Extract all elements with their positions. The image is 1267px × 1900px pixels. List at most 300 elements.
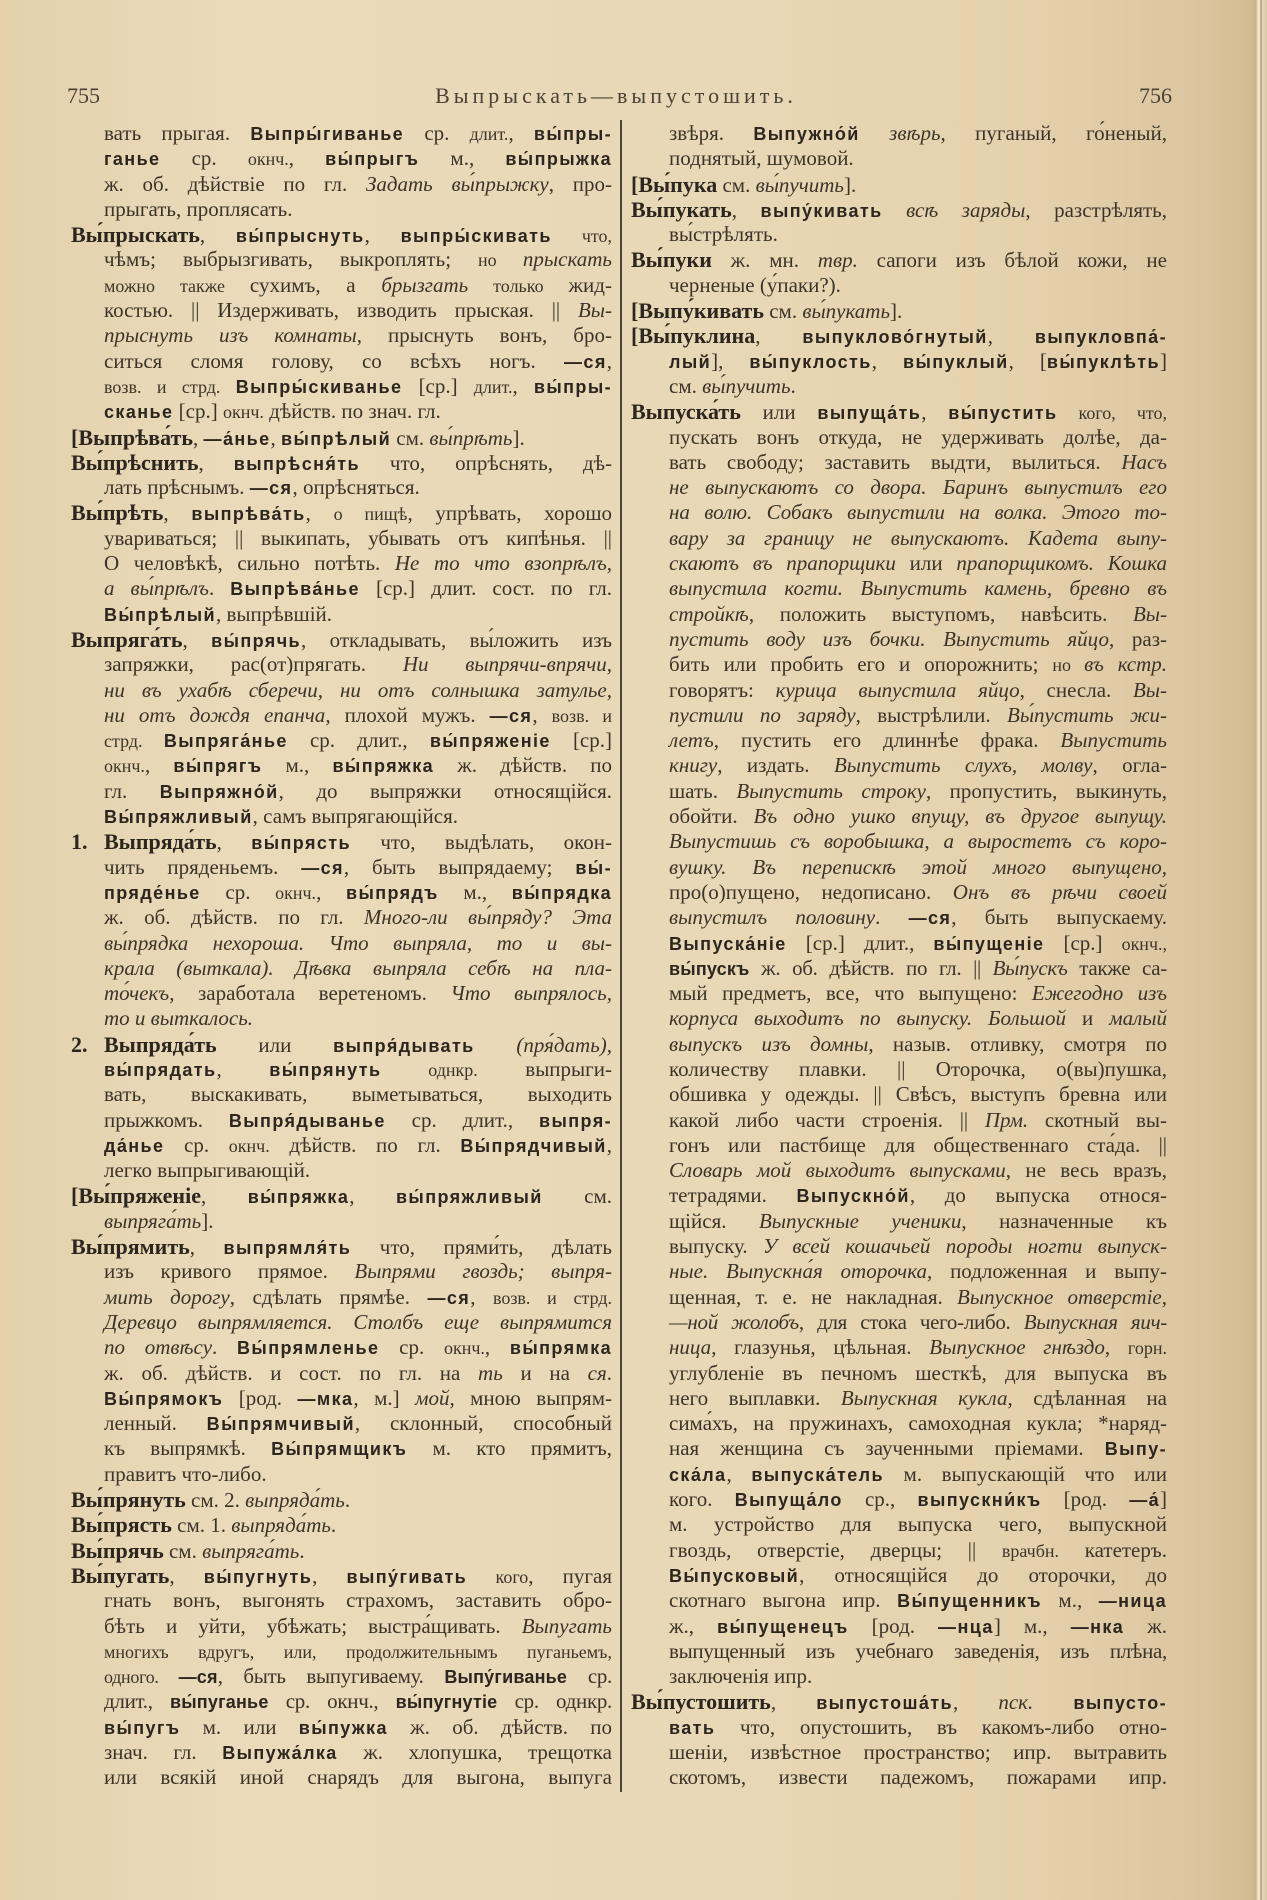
text-segment: , сдѣланная на — [1007, 1385, 1168, 1410]
text-line — [631, 855, 1167, 880]
text-segment: ж. мн. — [711, 248, 818, 273]
text-segment: вы́пуклѣть — [1046, 351, 1160, 372]
text-segment: чѣмъ; выбрызгивать, выкроплять; — [104, 247, 479, 272]
text-segment: , самъ выпрягающійся. — [252, 804, 458, 829]
text-segment: ж. об. дѣйств. по гл. || — [749, 955, 993, 980]
text-segment: вы́прясть — [251, 833, 351, 854]
text-line — [71, 1614, 612, 1639]
text-line — [631, 526, 1167, 551]
text-segment: Въ одно ушко впущу, въ другое выпущу. — [753, 804, 1167, 829]
text-line — [631, 1234, 1167, 1259]
text-segment: пск. — [998, 1690, 1034, 1715]
text-segment: вы́прядка нехороша. Что выпряла, то и вы- — [104, 930, 612, 955]
text-line — [71, 703, 612, 728]
text-line — [71, 1057, 612, 1082]
running-header — [0, 82, 1267, 110]
text-segment: вы́прѣлый — [281, 428, 392, 449]
text-segment: выпустилъ половину — [669, 905, 876, 930]
text-segment: см. — [542, 1184, 613, 1209]
text-segment: ж. об. дѣйств. и сост. по гл. на — [104, 1360, 479, 1385]
text-segment: сима́хъ, на пружинахъ, самоходная кукла; *наряд- — [669, 1411, 1167, 1436]
text-segment: катетеръ. — [1059, 1537, 1167, 1562]
text-segment: вать, выскакивать, выметываться, выходить — [104, 1082, 612, 1107]
text-line — [71, 956, 612, 981]
text-segment: ср. — [160, 146, 248, 171]
text-segment: Выпускное гнѣздо — [929, 1335, 1105, 1360]
text-segment: ленный. — [104, 1411, 207, 1436]
text-segment: пустить воду изъ бочки. Выпустить яйцо — [669, 626, 1109, 651]
text-segment: , — [305, 501, 334, 526]
text-segment: выпущенный изъ учебнаго заведенія, изъ плѣна, — [669, 1638, 1167, 1663]
text-segment: , подложенная и выпу- — [927, 1259, 1167, 1284]
text-line — [631, 425, 1167, 450]
text-segment: , огла- — [1092, 753, 1168, 778]
text-segment: , положить выступомъ, навѣсить. — [748, 601, 1133, 626]
text-line — [631, 247, 1167, 272]
text-segment: бить или пробить его и опорожнить; — [669, 652, 1053, 677]
text-segment: всѣ заряды — [906, 197, 1026, 222]
text-segment: стрд. — [104, 731, 164, 752]
text-segment: , пугая — [528, 1563, 612, 1588]
text-segment: костью. || Издерживать, изводить прыская. || — [104, 298, 578, 323]
text-segment: корпуса выходитъ по выпуску. Большой — [669, 1006, 1067, 1031]
text-line — [71, 931, 612, 956]
text-segment: (пря́дать), — [516, 1032, 612, 1057]
text-segment: окнч. — [222, 402, 264, 423]
text-line — [71, 374, 612, 399]
text-line — [71, 500, 612, 525]
text-segment: что, выдѣлать, окон- — [350, 830, 613, 855]
text-segment: кого — [467, 1566, 529, 1587]
text-segment: выпря́дывать — [333, 1035, 475, 1056]
text-segment: выпуклово́гнутый — [802, 327, 988, 348]
text-line — [71, 678, 612, 703]
text-segment: выпуща́ть — [817, 403, 922, 424]
text-segment: , — [189, 1235, 224, 1260]
text-segment: вы́прыгъ — [325, 149, 420, 170]
text-segment: , — [987, 324, 1035, 349]
text-segment: [Выпу́кивать — [631, 298, 764, 324]
text-segment: . — [299, 1538, 305, 1563]
text-line — [71, 1361, 612, 1386]
text-segment: лый — [669, 351, 712, 372]
text-segment: , — [921, 400, 949, 425]
text-segment: [ср.] — [402, 373, 474, 398]
text-line — [631, 1259, 1167, 1284]
text-segment: О человѣкѣ, сильно потѣть. — [104, 551, 395, 576]
text-segment: выпряда́ть — [245, 1488, 345, 1513]
text-segment: , про- — [548, 171, 613, 196]
text-segment: Выпрѣва́нье — [230, 579, 360, 600]
text-segment: прыснуть изъ комнаты — [104, 323, 357, 348]
text-line — [71, 981, 612, 1006]
text-segment: Выпускная кукла — [840, 1385, 1008, 1410]
text-segment: м., — [1041, 1588, 1099, 1613]
text-segment: м. устройство для выпуска чего, выпускной — [669, 1512, 1167, 1537]
text-segment: , назыв. отливку, смотря по — [868, 1031, 1167, 1056]
text-segment: ная женщина съ заученными пріемами. — [669, 1436, 1105, 1461]
text-segment: [род. — [848, 1613, 939, 1638]
text-segment: курица выпустила яйцо — [775, 677, 1020, 702]
text-segment: см. — [163, 1538, 203, 1563]
text-segment: выпря- — [539, 1110, 612, 1131]
text-segment: вы́- — [575, 857, 612, 878]
text-line — [631, 121, 1167, 146]
text-segment: вы́прыснуть — [235, 226, 365, 247]
text-segment: вушку. Въ перепискѣ этой много выпущено, — [669, 854, 1167, 879]
text-segment: выпустила когти. Выпустить камень, бревно въ — [669, 576, 1167, 601]
text-line — [631, 1765, 1167, 1790]
text-segment: выпуску. — [669, 1234, 763, 1259]
text-segment: , для стока чего-либо. — [798, 1309, 1024, 1334]
text-segment: —ся — [908, 908, 952, 929]
text-line — [71, 197, 612, 222]
text-line — [71, 1234, 612, 1259]
text-segment: , прыснуть вонъ, бро- — [356, 323, 612, 348]
text-segment: жид- — [568, 272, 612, 297]
text-segment: Онъ въ рѣчи своей — [952, 879, 1167, 904]
text-segment: какой либо части строенія. || — [669, 1107, 985, 1132]
text-line — [631, 374, 1167, 399]
text-segment: окнч. — [228, 1135, 270, 1156]
text-segment: шеніи, извѣстное пространство; ипр. вытравить — [669, 1740, 1167, 1764]
text-segment: бѣть и уйти, убѣжать; выстра́щивать. — [104, 1613, 522, 1638]
text-segment: выпусто- — [1073, 1693, 1168, 1714]
text-segment: , — [193, 425, 204, 450]
text-line — [631, 273, 1167, 298]
text-segment: ж. об. дѣйств. по гл. — [104, 905, 364, 930]
text-segment: врачбн. — [1001, 1540, 1060, 1561]
text-segment: вы́пры- — [533, 124, 612, 144]
text-line — [71, 779, 612, 804]
text-line — [631, 1639, 1167, 1664]
text-line — [71, 576, 612, 601]
text-line — [71, 1310, 612, 1335]
text-segment: м., — [438, 879, 512, 904]
text-segment: про(о)пущено, недописано. — [669, 879, 953, 904]
text-segment: [Вы́пуклина — [631, 323, 756, 349]
text-segment: вы́пряжливый — [395, 1187, 543, 1208]
text-segment: , [ — [1008, 348, 1047, 373]
text-segment: выпряда́ть — [231, 1513, 331, 1538]
text-segment: черненые (у́паки?). — [669, 272, 841, 297]
text-line — [71, 425, 612, 450]
text-line — [631, 652, 1167, 677]
text-line — [631, 1664, 1167, 1689]
text-segment: или всякій иной снарядъ для выгона, выпуга — [104, 1765, 612, 1790]
text-segment: , — [199, 223, 236, 248]
text-segment: вы́прядать — [104, 1059, 217, 1080]
text-segment: или — [895, 551, 957, 576]
text-segment: [Вы́пряженіе — [71, 1183, 201, 1209]
text-line — [631, 475, 1167, 500]
text-segment: Вы́пукать — [631, 196, 732, 222]
text-segment: см. — [763, 299, 803, 324]
page-stack-edge — [1251, 0, 1267, 1900]
text-line — [631, 450, 1167, 475]
text-segment: Вы́пустить жи- — [1007, 702, 1167, 727]
text-segment: и на — [502, 1360, 588, 1385]
text-line — [631, 1386, 1167, 1411]
text-segment: выпрямля́ть — [223, 1238, 352, 1259]
text-segment: вать — [669, 1717, 716, 1738]
text-segment: , не весь вразъ, — [1005, 1158, 1168, 1183]
text-segment: прыгать, проплясать. — [104, 196, 293, 221]
text-segment: знач. гл. — [104, 1740, 223, 1764]
text-segment: вы́прягъ — [173, 756, 263, 777]
text-segment: , быть выпугиваему. — [217, 1664, 445, 1689]
text-segment: пускать вонъ откуда, не удерживать долѣе, да- — [669, 424, 1167, 449]
text-segment: . — [790, 373, 796, 398]
text-segment: , снесла. — [1019, 677, 1133, 702]
text-segment: ся — [587, 1360, 607, 1385]
text-segment: только — [468, 275, 569, 296]
text-line — [71, 1386, 612, 1411]
text-segment: Вы́прясть — [71, 1512, 172, 1538]
text-segment: Ежегодно изъ — [1031, 981, 1167, 1006]
text-line — [631, 779, 1167, 804]
text-segment: Выпряжно́й — [159, 781, 279, 802]
text-segment: ср. длит., — [287, 728, 430, 753]
text-segment: вать прыгая. — [104, 121, 251, 145]
text-segment: , — [532, 702, 552, 727]
text-segment: возв. и — [551, 705, 612, 726]
text-segment: ж. хлопушка, трещотка — [337, 1740, 612, 1764]
text-segment: дѣйств. по знач. гл. — [263, 399, 441, 424]
text-segment: Выпугать — [521, 1613, 612, 1638]
text-segment: —а́ — [1129, 1490, 1161, 1511]
text-segment: Выпускная яич- — [1023, 1309, 1167, 1334]
text-segment: Вы́прянуть — [71, 1487, 186, 1513]
text-segment: ср. — [379, 1335, 444, 1360]
text-segment: ср. — [404, 121, 470, 145]
text-segment: Выпряда́ть — [104, 1031, 217, 1057]
text-segment: крала (выткала). Дѣвка выпряла себѣ на пла- — [104, 955, 612, 980]
text-line — [71, 1158, 612, 1183]
text-line — [631, 1563, 1167, 1588]
text-line — [71, 652, 612, 677]
text-segment: вы́пужка — [298, 1717, 388, 1738]
text-segment: [род. — [223, 1385, 298, 1410]
text-segment: Выпуска́ніе — [669, 933, 787, 954]
text-segment: вы́прыжка — [505, 149, 613, 170]
text-segment: , — [182, 627, 212, 652]
text-segment: звѣря. — [669, 121, 754, 145]
text-segment: мый предметъ, все, что выпущено: — [669, 981, 1032, 1006]
text-line — [631, 1057, 1167, 1082]
text-segment: Выпу́гиванье — [444, 1667, 568, 1688]
text-line — [631, 576, 1167, 601]
text-line — [71, 1715, 612, 1740]
text-segment: , — [871, 348, 903, 373]
text-line — [631, 1487, 1167, 1512]
text-line — [631, 956, 1167, 981]
text-line — [631, 728, 1167, 753]
text-line — [631, 197, 1167, 222]
text-segment: Вы́прѣть — [71, 500, 164, 526]
text-line — [631, 602, 1167, 627]
text-line — [631, 1082, 1167, 1107]
text-segment: , опрѣсняться. — [292, 475, 420, 500]
text-segment: пустили по заряду — [669, 702, 856, 727]
text-segment: , — [200, 1184, 248, 1209]
text-segment: —нка — [1070, 1616, 1125, 1637]
text-segment: гл. — [104, 778, 160, 803]
text-segment: , — [770, 1690, 817, 1715]
text-segment: Вы́прядчивый — [460, 1135, 607, 1156]
text-segment: , — [312, 1563, 347, 1588]
text-line — [71, 399, 612, 424]
text-segment: . — [212, 1335, 238, 1360]
text-line — [71, 753, 612, 778]
text-segment: Насъ — [1121, 449, 1167, 474]
text-segment: , — [163, 501, 192, 526]
text-segment: ница — [669, 1335, 712, 1360]
text-segment: вы́пучить — [702, 373, 791, 398]
text-segment: , — [1104, 1335, 1128, 1360]
text-segment: вы́пугнутіе — [395, 1692, 498, 1713]
text-segment: ]. — [890, 299, 903, 324]
text-segment: [ср.] — [173, 399, 223, 424]
text-segment: ср. — [567, 1664, 612, 1689]
text-segment: Вы- — [577, 298, 612, 323]
text-segment: сапоги изъ бѣлой кожи, не — [857, 248, 1167, 273]
text-segment: Выпустить слухъ, молву — [833, 753, 1093, 778]
text-line — [71, 247, 612, 272]
text-segment: пряде́нье — [104, 882, 201, 903]
text-line — [71, 323, 612, 348]
text-segment: сканье — [104, 402, 174, 423]
text-line — [631, 931, 1167, 956]
text-line — [71, 349, 612, 374]
text-segment: —ся — [564, 351, 607, 372]
text-segment: , выстрѣлили. — [855, 702, 1007, 727]
text-line — [631, 1209, 1167, 1234]
text-segment: Деревцо выпрямляется. Столбъ еще выпрямится — [104, 1309, 612, 1334]
text-segment: Вы- — [1132, 601, 1167, 626]
text-segment: , — [216, 830, 252, 855]
text-line — [631, 1335, 1167, 1360]
text-segment: вы́прянуть — [269, 1059, 382, 1080]
text-line — [631, 298, 1167, 323]
text-line — [631, 500, 1167, 525]
text-segment: ]. — [201, 1208, 214, 1233]
text-segment: Выпустить — [1060, 728, 1167, 753]
text-segment: —мка — [297, 1388, 354, 1409]
text-segment: поднятый, шумовой. — [669, 146, 854, 171]
text-segment: , относящійся до оторочки, до — [799, 1562, 1167, 1587]
text-segment: . — [875, 905, 909, 930]
text-segment: окнч. — [275, 882, 317, 903]
text-segment: то́чекъ — [104, 981, 170, 1006]
text-segment: ганье — [104, 149, 161, 170]
text-segment: обойти. — [669, 804, 754, 829]
text-segment: увариваться; || выкипать, убывать отъ кипѣнья. || — [104, 525, 612, 550]
text-segment: возв. и стрд. — [492, 1287, 612, 1308]
text-segment: —ся — [427, 1287, 471, 1308]
text-line — [631, 1108, 1167, 1133]
text-line — [631, 1512, 1167, 1537]
text-segment: выпуска́тель — [751, 1464, 884, 1485]
text-segment: щійся. — [669, 1208, 759, 1233]
text-line — [631, 349, 1167, 374]
text-line — [631, 753, 1167, 778]
text-line — [71, 880, 612, 905]
text-segment: Вы́прямокъ — [104, 1388, 224, 1409]
text-line — [631, 627, 1167, 652]
text-segment: , быть выпрядаему; — [343, 854, 576, 879]
text-line — [71, 829, 612, 854]
text-segment: вы́пущеніе — [933, 933, 1045, 954]
text-segment: м. кто прямитъ, — [407, 1436, 612, 1461]
text-segment: [род. — [1041, 1487, 1130, 1512]
text-line — [71, 1006, 612, 1031]
text-segment: Вы́прѣлый — [104, 604, 216, 625]
text-segment: . — [344, 1488, 351, 1513]
text-segment: или — [216, 1032, 334, 1057]
text-line — [71, 146, 612, 171]
text-line — [71, 1032, 612, 1057]
text-segment: вы́пуклый — [903, 351, 1009, 372]
text-segment — [883, 198, 907, 222]
text-segment: длит., — [104, 1689, 170, 1714]
text-segment: что, — [551, 226, 613, 247]
text-line — [631, 1689, 1167, 1714]
text-segment: —а́нье — [203, 428, 271, 449]
text-segment: вы́пряжка — [247, 1187, 350, 1208]
text-segment: на волю. Собакъ выпустили на волка. Этого то- — [669, 500, 1167, 525]
text-line — [631, 1715, 1167, 1740]
text-segment: ж. об. дѣйств. по — [387, 1714, 613, 1739]
text-line — [631, 1538, 1167, 1563]
text-segment: 1. — [71, 829, 88, 855]
text-segment: Вы- — [1132, 677, 1167, 702]
text-segment: къ выпрямкѣ. — [104, 1436, 272, 1461]
text-line — [71, 1335, 612, 1360]
text-segment: —ница — [1098, 1591, 1167, 1612]
text-segment: , — [169, 1563, 204, 1588]
text-line — [71, 475, 612, 500]
text-segment: вы́прядъ — [345, 882, 439, 903]
text-line — [71, 804, 612, 829]
text-segment: но — [1052, 655, 1085, 676]
text-segment: брызгать — [381, 272, 469, 297]
text-segment: правитъ что-либо. — [104, 1461, 267, 1486]
text-line — [71, 602, 612, 627]
text-segment: ] — [1160, 348, 1167, 373]
text-segment: вы́прядка — [511, 882, 613, 903]
text-segment: и — [1066, 1006, 1110, 1031]
text-segment: углубленіе въ печномъ шесткѣ, для выпуска въ — [669, 1360, 1167, 1385]
text-segment: ], — [711, 348, 750, 373]
text-segment: , склонный, способный — [354, 1411, 612, 1436]
text-segment: ср. — [200, 879, 276, 904]
text-line — [631, 399, 1167, 424]
text-segment: скаютъ въ прапорщики — [669, 551, 896, 576]
text-line — [71, 1639, 612, 1664]
text-segment: см. 1. — [171, 1513, 232, 1538]
text-segment: , пропустить, выкинуть, — [926, 778, 1167, 803]
text-segment: [Вы́пука — [631, 171, 718, 197]
text-segment: выпряга́ть — [104, 1208, 202, 1233]
text-line — [71, 1183, 612, 1208]
text-segment: вы́прячь — [211, 630, 302, 651]
text-segment: , плохой мужъ. — [325, 702, 490, 727]
text-segment: лать прѣснымъ. — [104, 475, 250, 500]
text-segment: ска́ла — [669, 1464, 727, 1485]
text-line — [71, 1740, 612, 1765]
text-segment: ] м., — [993, 1613, 1071, 1638]
